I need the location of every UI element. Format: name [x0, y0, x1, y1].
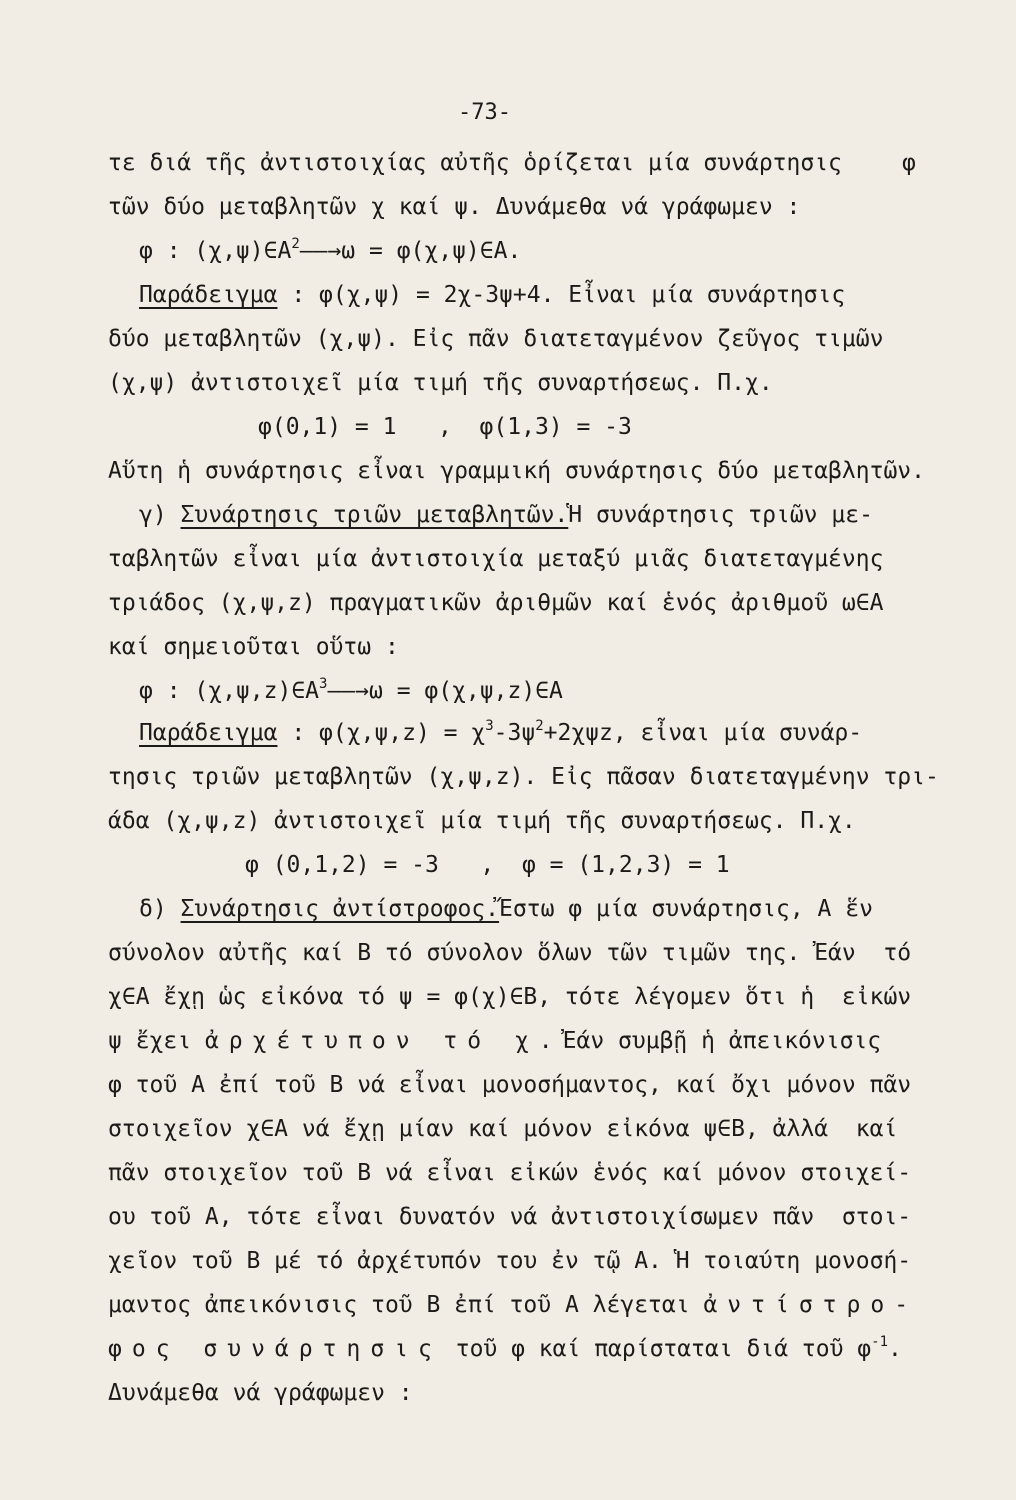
- example-heading: Παράδειγμα: [139, 282, 278, 308]
- text-line-29: Δυνάμεθα νά γράφωμεν :: [108, 1380, 413, 1406]
- text-line-21: [108, 1026, 881, 1056]
- line-9-text: Ἡ συνάρτησις τριῶν με-: [568, 502, 873, 528]
- text-line-10: ταβλητῶν εἶναι μία ἀντιστοιχία μεταξύ μιᾶς διατεταγμένης: [108, 546, 884, 572]
- spaced-term-inverse-1: ἀντίστρο-: [703, 1292, 919, 1318]
- text-line-6: (χ,ψ) ἀντιστοιχεῖ μία τιμή τῆς συναρτήσεως. Π.χ.: [108, 370, 773, 396]
- text-line-4: [139, 280, 845, 310]
- formula-13-right: ——→ω = φ(χ,ψ,z)∈A: [327, 678, 563, 704]
- section-label-d: δ): [139, 896, 181, 922]
- text-line-14: [139, 718, 862, 748]
- text-line-28: [108, 1334, 902, 1364]
- text-line-23: στοιχεῖον χ∈A νά ἔχῃ μίαν καί μόνον εἰκόνα ψ∈B, ἀλλά καί: [108, 1116, 898, 1142]
- text-line-1-end: φ: [902, 150, 916, 176]
- text-line-5: δύο μεταβλητῶν (χ,ψ). Εἰς πᾶν διατεταγμένον ζεῦγος τιμῶν: [108, 326, 884, 352]
- section-heading-g: Συνάρτησις τριῶν μεταβλητῶν.: [180, 502, 569, 528]
- spaced-term-inverse-2: φος συνάρτησις: [108, 1336, 442, 1362]
- text-line-15: τησις τριῶν μεταβλητῶν (χ,ψ,z). Εἰς πᾶσαν διατεταγμένην τρι-: [108, 764, 939, 790]
- line-27-start: μαντος ἀπεικόνισις τοῦ B ἐπί τοῦ A λέγεται: [108, 1292, 704, 1318]
- text-line-25: ου τοῦ A, τότε εἶναι δυνατόν νά ἀντιστοιχίσωμεν πᾶν στοι-: [108, 1204, 912, 1230]
- formula-line-17: φ (0,1,2) = -3 , φ = (1,2,3) = 1: [245, 852, 730, 878]
- formula-line-7: φ(0,1) = 1 , φ(1,3) = -3: [258, 414, 632, 440]
- formula-line-3: [139, 236, 521, 266]
- formula-line-13: [139, 676, 563, 706]
- formula-14-a: : φ(χ,ψ,z) = χ: [277, 720, 486, 746]
- text-line-9: [139, 500, 873, 530]
- section-label-g: γ): [139, 502, 181, 528]
- text-line-27: [108, 1290, 918, 1320]
- text-line-22: φ τοῦ A ἐπί τοῦ B νά εἶναι μονοσήμαντος, καί ὄχι μόνον πᾶν: [108, 1072, 912, 1098]
- text-line-20: χ∈A ἔχῃ ὡς εἰκόνα τό ψ = φ(χ)∈B, τότε λέγομεν ὅτι ἡ εἰκών: [108, 984, 912, 1010]
- line-4-text: : φ(χ,ψ) = 2χ-3ψ+4. Εἶναι μία συνάρτησις: [277, 282, 846, 308]
- line-1-text: τε διά τῆς ἀντιστοιχίας αὐτῆς ὁρίζεται μία συνάρτησις: [108, 150, 842, 176]
- example-heading-2: Παράδειγμα: [139, 720, 278, 746]
- formula-3-right: ——→ω = φ(χ,ψ)∈A.: [299, 238, 522, 264]
- line-18-text: Ἔστω φ μία συνάρτησις, A ἕν: [499, 896, 873, 922]
- text-line-18: [139, 894, 873, 924]
- formula-3-left: φ : (χ,ψ)∈A: [139, 238, 292, 264]
- inverse-exponent: -1: [871, 1334, 888, 1350]
- text-line-24: πᾶν στοιχεῖον τοῦ B νά εἶναι εἰκών ἑνός καί μόνον στοιχεί-: [108, 1160, 912, 1186]
- formula-14-exp-1: 3: [485, 718, 494, 734]
- formula-13-exponent: 3: [319, 676, 328, 692]
- line-28-end: .: [888, 1336, 902, 1362]
- formula-3-exponent: 2: [291, 236, 300, 252]
- formula-13-left: φ : (χ,ψ,z)∈A: [139, 678, 320, 704]
- text-line-2: τῶν δύο μεταβλητῶν χ καί ψ. Δυνάμεθα νά γράφωμεν :: [108, 194, 801, 220]
- text-line-1: [108, 148, 842, 178]
- page-number: -73-: [458, 100, 511, 125]
- section-heading-d: Συνάρτησις ἀντίστροφος.: [180, 896, 500, 922]
- text-line-11: τριάδος (χ,ψ,z) πραγματικῶν ἀριθμῶν καί ἑνός ἀριθμοῦ ω∈A: [108, 590, 884, 616]
- formula-14-b: -3ψ: [493, 720, 536, 746]
- formula-14-c: +2χψz, εἶναι μία συνάρ-: [543, 720, 863, 746]
- line-21-end: Ἐάν συμβῇ ἡ ἀπεικόνισις: [562, 1028, 882, 1054]
- text-line-12: καί σημειοῦται οὕτω :: [108, 634, 399, 660]
- formula-14-exp-2: 2: [535, 718, 544, 734]
- text-line-16: άδα (χ,ψ,z) ἀντιστοιχεῖ μία τιμή τῆς συναρτήσεως. Π.χ.: [108, 808, 856, 834]
- text-line-8: Αὕτη ἡ συνάρτησις εἶναι γραμμική συνάρτησις δύο μεταβλητῶν.: [108, 458, 925, 484]
- line-21-start: ψ ἔχει: [108, 1028, 205, 1054]
- spaced-term-archetype: ἀρχέτυπον τό χ.: [204, 1028, 563, 1054]
- text-line-19: σύνολον αὐτῆς καί B τό σύνολον ὅλων τῶν τιμῶν της. Ἐάν τό: [108, 940, 912, 966]
- text-line-26: χεῖον τοῦ B μέ τό ἀρχέτυπόν του ἐν τῷ A. Ἡ τοιαύτη μονοσή-: [108, 1248, 912, 1274]
- line-28-text: τοῦ φ καί παρίσταται διά τοῦ φ: [441, 1336, 872, 1362]
